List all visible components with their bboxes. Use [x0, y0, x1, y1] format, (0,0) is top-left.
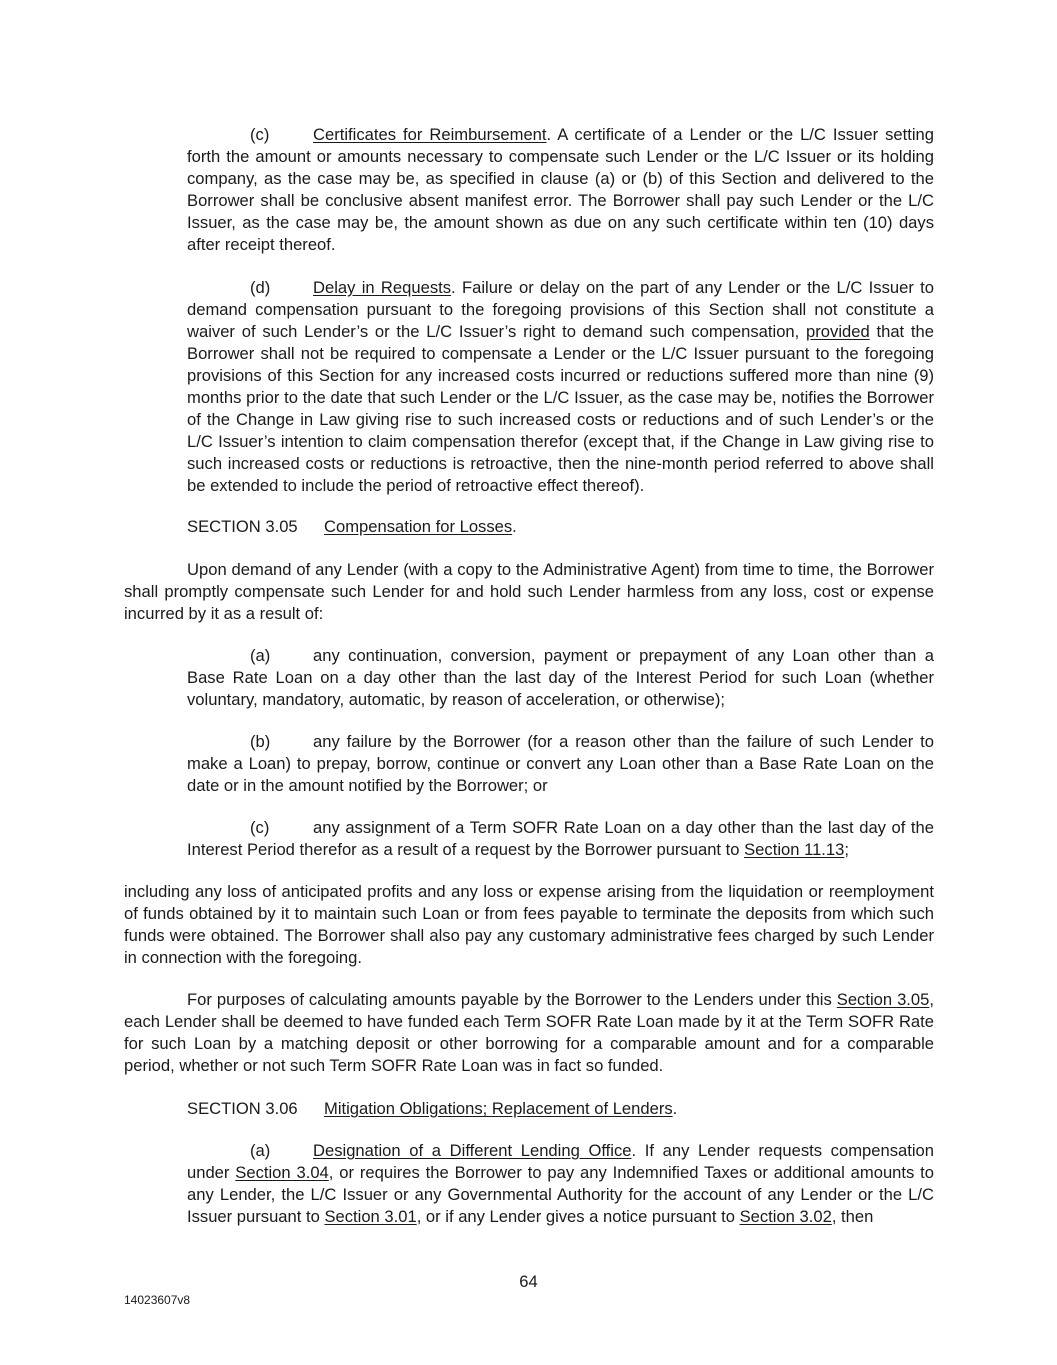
paragraph-designation-lending-office	[187, 1140, 934, 1228]
document-id: 14023607v8	[124, 1293, 191, 1307]
item-text: any assignment of a Term SOFR Rate Loan on a day other than the last day of the Interest Period therefor as a result of a request by the Borrower pursuant to	[187, 818, 934, 859]
section-title-period: .	[512, 517, 517, 536]
section-title: Compensation for Losses	[324, 517, 513, 536]
paragraph-text: Upon demand of any Lender (with a copy to the Administrative Agent) from time to time, the Borrower shall promptly compensate such Lender for and hold such Lender harmless from any loss, cost or expense incurred by it as a result of:	[124, 560, 934, 623]
section-reference-link[interactable]: Section 3.04	[235, 1163, 329, 1182]
clause-text: . A certificate of a Lender or the L/C Issuer setting forth the amount or amounts necessary to compensate such Lender or the L/C Issuer or its holding company, as the case may be, as specified in clause (a) or (b) of this Section and delivered to the Borrower shall be conclusive absent manifest error. The Borrower shall pay such Lender or the L/C Issuer, as the case may be, the amount shown as due on any such certificate within ten (10) days after receipt thereof.	[187, 125, 934, 254]
paragraph-delay-in-requests	[187, 277, 934, 497]
list-item-a	[187, 645, 934, 711]
item-text: any failure by the Borrower (for a reason other than the failure of such Lender to make a Loan) to prepay, borrow, continue or convert any Loan other than a Base Rate Loan on the date or in the amount notified by the Borrower; or	[187, 732, 934, 795]
section-number: SECTION 3.05	[187, 517, 298, 536]
section-number: SECTION 3.06	[187, 1099, 298, 1118]
clause-text: , or requires the Borrower to pay any Indemnified Taxes or additional amounts to any Lender, the L/C Issuer or any Governmental Authority for the account of any Lender or the L/C Issuer pursuant to	[187, 1163, 934, 1226]
clause-marker: (a)	[250, 1141, 271, 1160]
section-title: Mitigation Obligations; Replacement of Lenders	[324, 1099, 673, 1118]
item-text: any continuation, conversion, payment or prepayment of any Loan other than a Base Rate Loan on a day other than the last day of the Interest Period for such Loan (whether voluntary, mandatory, automatic, by reason of acceleration, or otherwise);	[187, 646, 934, 709]
paragraph-for-purposes	[124, 989, 934, 1077]
section-heading-3-06	[187, 1098, 934, 1120]
section-reference-link[interactable]: Section 3.05	[836, 990, 930, 1009]
clause-text: that the Borrower shall not be required to compensate a Lender or the L/C Issuer pursuant to the foregoing provisions of this Section for any increased costs incurred or reductions suffered more than nine (9) months prior to the date that such Lender or the L/C Issuer, as the case may be, notifies the Borrower of the Change in Law giving rise to such increased costs or reductions and of such Lender’s or the L/C Issuer’s intention to claim compensation therefor (except that, if the Change in Law giving rise to such increased costs or reductions is retroactive, then the nine-month period referred to above shall be extended to include the period of retroactive effect thereof).	[187, 322, 934, 495]
item-marker: (b)	[250, 732, 271, 751]
page-number: 64	[519, 1272, 538, 1291]
item-text: ;	[844, 840, 849, 859]
section-reference-link[interactable]: Section 3.01	[324, 1207, 417, 1226]
item-marker: (a)	[250, 646, 271, 665]
clause-heading: Designation of a Different Lending Office	[313, 1141, 632, 1160]
paragraph-text: , each Lender shall be deemed to have funded each Term SOFR Rate Loan made by it at the Term SOFR Rate for such Loan by a matching deposit or other borrowing for a comparable amount and for a comparable period, whether or not such Term SOFR Rate Loan was in fact so funded.	[124, 990, 934, 1075]
clause-marker: (c)	[250, 125, 270, 144]
paragraph-including	[124, 881, 934, 969]
section-title-period: .	[672, 1099, 678, 1118]
paragraph-certificates-for-reimbursement	[187, 124, 934, 256]
list-item-c	[187, 817, 934, 861]
clause-heading: Delay in Requests	[313, 278, 452, 297]
clause-text: , or if any Lender gives a notice pursuant to	[416, 1207, 740, 1226]
paragraph-upon-demand	[124, 559, 934, 625]
clause-text: . If any Lender requests compensation under	[187, 1141, 934, 1182]
section-heading-3-05	[187, 516, 934, 538]
paragraph-text: For purposes of calculating amounts payable by the Borrower to the Lenders under this	[187, 990, 837, 1009]
list-item-b	[187, 731, 934, 797]
clause-text: , then	[831, 1207, 874, 1226]
clause-text: . Failure or delay on the part of any Lender or the L/C Issuer to demand compensation pursuant to the foregoing provisions of this Section shall not constitute a waiver of such Lender’s or the L/C Issuer’s right to demand such compensation,	[187, 278, 934, 341]
provided-term: provided	[806, 322, 870, 341]
section-reference-link[interactable]: Section 3.02	[739, 1207, 832, 1226]
section-reference-link[interactable]: Section 11.13	[744, 840, 845, 859]
item-marker: (c)	[250, 818, 270, 837]
clause-heading: Certificates for Reimbursement	[313, 125, 547, 144]
clause-marker: (d)	[250, 278, 271, 297]
paragraph-text: including any loss of anticipated profits and any loss or expense arising from the liquidation or reemployment of funds obtained by it to maintain such Loan or from fees payable to terminate the deposits from which such funds were obtained. The Borrower shall also pay any customary administrative fees charged by such Lender in connection with the foregoing.	[124, 882, 934, 967]
